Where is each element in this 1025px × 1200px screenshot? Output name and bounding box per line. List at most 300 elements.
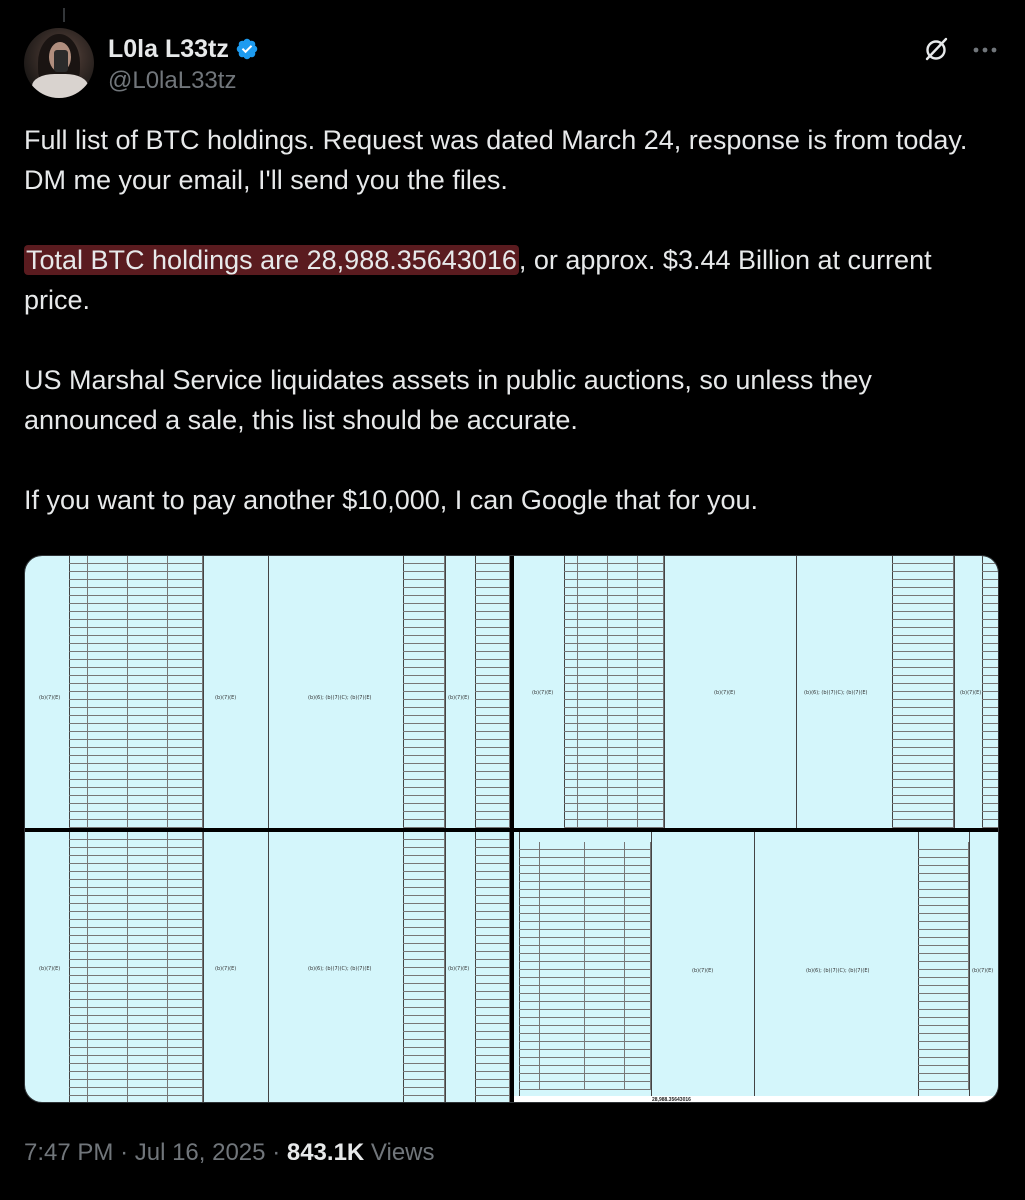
grok-slash-icon[interactable] xyxy=(923,36,949,62)
table-row xyxy=(564,572,664,580)
table-row xyxy=(403,1096,445,1103)
table-rows xyxy=(475,832,510,1103)
table-row xyxy=(982,612,999,620)
table-row xyxy=(475,700,510,708)
table-row xyxy=(564,716,664,724)
table-row xyxy=(403,1032,445,1040)
table-rows xyxy=(892,556,954,828)
redaction-label: (b)(6); (b)(7)(C); (b)(7)(E) xyxy=(804,690,868,696)
table-row xyxy=(918,978,969,986)
table-row xyxy=(475,588,510,596)
table-row xyxy=(892,804,954,812)
table-row xyxy=(475,880,510,888)
table-row xyxy=(475,812,510,820)
table-row xyxy=(918,914,969,922)
table-row xyxy=(403,912,445,920)
table-rows xyxy=(475,556,510,828)
table-row xyxy=(69,1016,203,1024)
table-row xyxy=(69,748,203,756)
table-row xyxy=(475,984,510,992)
redaction-label: (b)(6); (b)(7)(C); (b)(7)(E) xyxy=(308,966,372,972)
table-row xyxy=(475,848,510,856)
table-row xyxy=(519,842,651,850)
table-row xyxy=(69,976,203,984)
table-row xyxy=(475,960,510,968)
table-row xyxy=(982,756,999,764)
table-row xyxy=(519,1058,651,1066)
tweet-meta xyxy=(24,1138,435,1168)
table-row xyxy=(564,764,664,772)
table-row xyxy=(918,962,969,970)
table-row xyxy=(403,1016,445,1024)
display-name[interactable]: L0la L33tz xyxy=(108,35,229,63)
avatar[interactable] xyxy=(24,28,94,98)
table-row xyxy=(69,1040,203,1048)
table-row xyxy=(519,946,651,954)
table-row xyxy=(475,872,510,880)
table-row xyxy=(69,1096,203,1103)
table-row xyxy=(69,580,203,588)
handle[interactable]: @L0laL33tz xyxy=(108,67,237,94)
meta-separator: · xyxy=(272,1139,281,1166)
table-row xyxy=(403,968,445,976)
table-row xyxy=(403,580,445,588)
table-rows xyxy=(403,832,445,1103)
table-row xyxy=(892,756,954,764)
tweet-time[interactable]: 7:47 PM xyxy=(24,1139,114,1166)
table-row xyxy=(403,764,445,772)
redaction-label: (b)(7)(E) xyxy=(960,690,982,696)
table-row xyxy=(69,880,203,888)
table-row xyxy=(564,748,664,756)
table-row xyxy=(403,820,445,828)
table-row xyxy=(69,676,203,684)
table-row xyxy=(519,1042,651,1050)
table-row xyxy=(475,796,510,804)
table-row xyxy=(918,874,969,882)
table-row xyxy=(519,898,651,906)
table-row xyxy=(69,928,203,936)
table-row xyxy=(403,716,445,724)
table-row xyxy=(69,588,203,596)
table-row xyxy=(519,1074,651,1082)
table-row xyxy=(892,588,954,596)
table-row xyxy=(564,772,664,780)
table-row xyxy=(403,732,445,740)
table-row xyxy=(475,756,510,764)
redaction-label: (b)(7)(E) xyxy=(714,690,736,696)
table-row xyxy=(403,564,445,572)
table-row xyxy=(403,748,445,756)
table-row xyxy=(982,716,999,724)
table-row xyxy=(475,724,510,732)
table-row xyxy=(69,840,203,848)
table-row xyxy=(403,952,445,960)
table-row xyxy=(403,644,445,652)
table-row xyxy=(564,820,664,828)
table-row xyxy=(892,572,954,580)
table-row xyxy=(519,874,651,882)
table-row xyxy=(69,960,203,968)
table-row xyxy=(69,952,203,960)
table-row xyxy=(918,954,969,962)
table-row xyxy=(475,968,510,976)
table-row xyxy=(475,628,510,636)
table-row xyxy=(475,612,510,620)
table-row xyxy=(564,628,664,636)
table-row xyxy=(69,644,203,652)
tweet-header xyxy=(24,28,1001,98)
highlighted-total: Total BTC holdings are 28,988.35643016 xyxy=(26,245,517,275)
table-row xyxy=(69,1032,203,1040)
media-image-3[interactable] xyxy=(25,832,510,1103)
table-row xyxy=(564,652,664,660)
table-row xyxy=(69,796,203,804)
redaction-label: (b)(7)(E) xyxy=(39,966,61,972)
table-row xyxy=(564,788,664,796)
table-row xyxy=(403,676,445,684)
table-row xyxy=(475,1048,510,1056)
redaction-label: (b)(6); (b)(7)(C); (b)(7)(E) xyxy=(806,968,870,974)
table-row xyxy=(69,920,203,928)
table-rows xyxy=(403,556,445,828)
table-row xyxy=(69,700,203,708)
table-row xyxy=(892,700,954,708)
table-row xyxy=(69,780,203,788)
media-grid[interactable] xyxy=(24,555,999,1103)
tweet-date[interactable]: Jul 16, 2025 xyxy=(134,1139,266,1166)
table-row xyxy=(918,1010,969,1018)
table-row xyxy=(475,820,510,828)
table-row xyxy=(403,780,445,788)
table-row xyxy=(564,596,664,604)
table-row xyxy=(982,708,999,716)
table-row xyxy=(475,636,510,644)
table-row xyxy=(69,716,203,724)
table-row xyxy=(519,1066,651,1074)
table-row xyxy=(892,716,954,724)
table-row xyxy=(892,708,954,716)
table-row xyxy=(475,732,510,740)
tweet-paragraph-2-rest: , or approx. $3.44 Billion at current price. xyxy=(24,245,932,315)
table-row xyxy=(564,612,664,620)
table-row xyxy=(475,660,510,668)
table-row xyxy=(69,1064,203,1072)
table-row xyxy=(69,984,203,992)
table-row xyxy=(918,1082,969,1090)
table-row xyxy=(892,748,954,756)
table-row xyxy=(475,572,510,580)
table-row xyxy=(69,708,203,716)
table-row xyxy=(519,954,651,962)
table-row xyxy=(69,1080,203,1088)
table-row xyxy=(892,636,954,644)
table-row xyxy=(475,772,510,780)
table-row xyxy=(564,668,664,676)
table-row xyxy=(475,780,510,788)
table-row xyxy=(918,842,969,850)
table-row xyxy=(475,676,510,684)
table-row xyxy=(69,1048,203,1056)
table-row xyxy=(519,1050,651,1058)
views-count[interactable]: 843.1K xyxy=(286,1139,365,1166)
table-row xyxy=(475,764,510,772)
table-row xyxy=(982,676,999,684)
table-row xyxy=(918,938,969,946)
table-row xyxy=(892,740,954,748)
table-row xyxy=(892,684,954,692)
table-row xyxy=(564,700,664,708)
table-row xyxy=(403,928,445,936)
table-row xyxy=(69,848,203,856)
table-row xyxy=(403,756,445,764)
table-row xyxy=(982,724,999,732)
table-row xyxy=(519,858,651,866)
author-names xyxy=(108,34,259,96)
table-row xyxy=(403,1008,445,1016)
table-row xyxy=(519,978,651,986)
table-row xyxy=(564,620,664,628)
table-row xyxy=(475,556,510,564)
table-row xyxy=(918,890,969,898)
redaction-label: (b)(7)(E) xyxy=(215,695,237,701)
table-row xyxy=(69,820,203,828)
table-row xyxy=(475,1040,510,1048)
table-row xyxy=(69,1000,203,1008)
table-row xyxy=(982,668,999,676)
media-image-4[interactable] xyxy=(514,832,999,1103)
table-row xyxy=(69,652,203,660)
table-row xyxy=(982,644,999,652)
table-row xyxy=(69,724,203,732)
table-row xyxy=(892,780,954,788)
table-row xyxy=(69,612,203,620)
table-row xyxy=(403,1048,445,1056)
table-row xyxy=(403,840,445,848)
table-row xyxy=(475,944,510,952)
table-row xyxy=(475,804,510,812)
table-row xyxy=(475,888,510,896)
table-row xyxy=(475,564,510,572)
table-row xyxy=(69,812,203,820)
more-dots-icon[interactable] xyxy=(971,36,999,62)
table-row xyxy=(519,970,651,978)
table-row xyxy=(982,692,999,700)
table-row xyxy=(403,872,445,880)
table-row xyxy=(892,620,954,628)
table-row xyxy=(403,612,445,620)
table-row xyxy=(403,856,445,864)
tweet-text xyxy=(24,120,999,520)
table-row xyxy=(519,962,651,970)
table-row xyxy=(564,732,664,740)
table-row xyxy=(69,912,203,920)
table-row xyxy=(918,922,969,930)
table-row xyxy=(982,604,999,612)
table-row xyxy=(564,636,664,644)
table-row xyxy=(403,596,445,604)
table-row xyxy=(918,882,969,890)
table-row xyxy=(403,1024,445,1032)
table-row xyxy=(475,856,510,864)
table-row xyxy=(475,1096,510,1103)
table-row xyxy=(403,700,445,708)
table-row xyxy=(403,864,445,872)
media-image-1[interactable] xyxy=(25,556,510,828)
table-row xyxy=(403,668,445,676)
table-row xyxy=(475,644,510,652)
table-row xyxy=(475,904,510,912)
table-row xyxy=(892,660,954,668)
meta-separator: · xyxy=(120,1139,129,1166)
table-row xyxy=(892,724,954,732)
table-row xyxy=(403,896,445,904)
table-row xyxy=(892,564,954,572)
table-row xyxy=(403,920,445,928)
table-row xyxy=(69,864,203,872)
table-row xyxy=(892,644,954,652)
table-total-value: 28,988.35643016 xyxy=(652,1097,691,1103)
table-row xyxy=(69,936,203,944)
table-row xyxy=(69,604,203,612)
redaction-label: (b)(7)(E) xyxy=(692,968,714,974)
table-row xyxy=(564,660,664,668)
table-row xyxy=(403,684,445,692)
table-row xyxy=(69,772,203,780)
table-row xyxy=(892,628,954,636)
table-row xyxy=(475,1088,510,1096)
table-row xyxy=(918,986,969,994)
table-row xyxy=(519,1026,651,1034)
table-rows xyxy=(69,556,203,828)
table-row xyxy=(982,820,999,828)
table-row xyxy=(519,1010,651,1018)
table-row xyxy=(475,1024,510,1032)
table-row xyxy=(519,890,651,898)
table-row xyxy=(69,1008,203,1016)
table-row xyxy=(475,864,510,872)
table-row xyxy=(403,960,445,968)
table-row xyxy=(475,976,510,984)
table-row xyxy=(403,992,445,1000)
table-row xyxy=(564,676,664,684)
redaction-label: (b)(7)(E) xyxy=(972,968,994,974)
table-row xyxy=(69,564,203,572)
table-row xyxy=(918,866,969,874)
table-row xyxy=(982,684,999,692)
table-row xyxy=(69,620,203,628)
media-image-2[interactable] xyxy=(514,556,999,828)
table-row xyxy=(69,1072,203,1080)
table-row xyxy=(892,732,954,740)
table-row xyxy=(892,676,954,684)
table-row xyxy=(69,788,203,796)
table-row xyxy=(564,588,664,596)
table-row xyxy=(519,922,651,930)
table-row xyxy=(475,952,510,960)
table-row xyxy=(475,1056,510,1064)
table-row xyxy=(564,580,664,588)
table-rows xyxy=(918,842,969,1090)
table-row xyxy=(403,708,445,716)
redaction-label: (b)(7)(E) xyxy=(448,966,470,972)
table-row xyxy=(918,1002,969,1010)
table-row xyxy=(475,928,510,936)
table-row xyxy=(918,994,969,1002)
table-row xyxy=(475,920,510,928)
redaction-label: (b)(7)(E) xyxy=(39,695,61,701)
table-row xyxy=(69,692,203,700)
table-row xyxy=(519,1082,651,1090)
table-row xyxy=(982,556,999,564)
tweet-paragraph-3: US Marshal Service liquidates assets in public auctions, so unless they announced a sale, this list should be accurate. xyxy=(24,365,872,435)
redaction-label: (b)(7)(E) xyxy=(532,690,554,696)
verified-badge-icon xyxy=(235,37,259,61)
table-row xyxy=(403,1088,445,1096)
table-row xyxy=(982,788,999,796)
table-row xyxy=(982,628,999,636)
table-row xyxy=(69,832,203,840)
table-row xyxy=(69,872,203,880)
table-row xyxy=(403,772,445,780)
table-row xyxy=(918,1034,969,1042)
table-row xyxy=(69,1024,203,1032)
table-row xyxy=(564,796,664,804)
table-row xyxy=(918,906,969,914)
table-rows xyxy=(982,556,999,828)
table-row xyxy=(892,668,954,676)
table-row xyxy=(519,906,651,914)
table-row xyxy=(519,1002,651,1010)
redaction-label: (b)(6); (b)(7)(C); (b)(7)(E) xyxy=(308,695,372,701)
table-row xyxy=(519,1018,651,1026)
table-row xyxy=(892,788,954,796)
table-row xyxy=(918,850,969,858)
table-row xyxy=(982,812,999,820)
table-row xyxy=(475,716,510,724)
table-row xyxy=(475,596,510,604)
redaction-label: (b)(7)(E) xyxy=(448,695,470,701)
table-row xyxy=(403,620,445,628)
table-row xyxy=(403,848,445,856)
table-row xyxy=(69,556,203,564)
table-row xyxy=(475,692,510,700)
table-row xyxy=(564,692,664,700)
table-row xyxy=(475,1000,510,1008)
table-row xyxy=(403,984,445,992)
table-row xyxy=(918,1066,969,1074)
table-row xyxy=(475,1008,510,1016)
table-row xyxy=(403,1072,445,1080)
table-row xyxy=(892,796,954,804)
table-row xyxy=(69,856,203,864)
table-row xyxy=(982,804,999,812)
table-row xyxy=(403,880,445,888)
table-row xyxy=(982,572,999,580)
table-row xyxy=(69,596,203,604)
table-row xyxy=(892,820,954,828)
table-row xyxy=(564,684,664,692)
table-row xyxy=(918,946,969,954)
table-row xyxy=(403,1040,445,1048)
table-row xyxy=(403,724,445,732)
table-row xyxy=(519,930,651,938)
table-row xyxy=(69,804,203,812)
table-row xyxy=(918,1042,969,1050)
table-row xyxy=(892,764,954,772)
table-row xyxy=(69,764,203,772)
tweet-paragraph-4: If you want to pay another $10,000, I can Google that for you. xyxy=(24,485,758,515)
